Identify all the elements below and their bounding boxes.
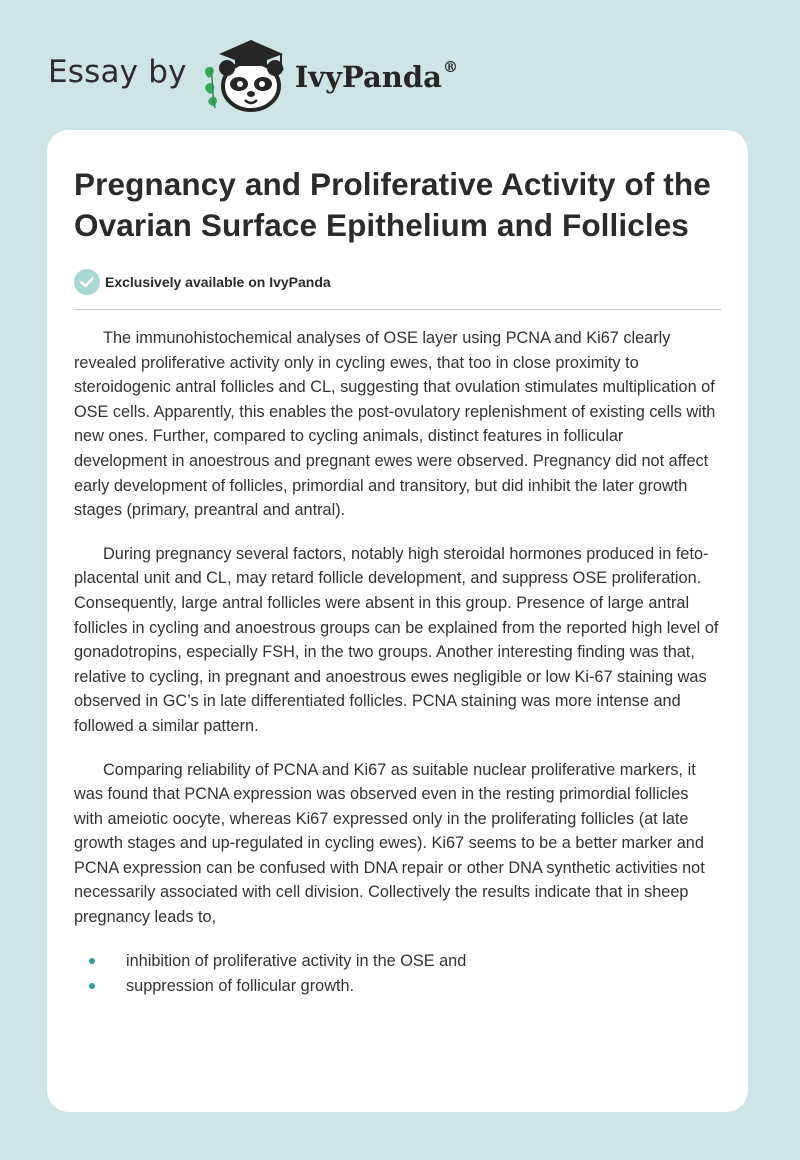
title-divider — [74, 309, 721, 310]
brand-prefix: Essay by — [48, 54, 187, 90]
brand-name: IvyPanda® — [294, 58, 458, 94]
bullet-dot-icon — [89, 983, 95, 989]
badge-text: Exclusively available on IvyPanda — [105, 274, 331, 290]
bullet-dot-icon — [89, 958, 95, 964]
conclusion-list — [74, 949, 721, 999]
essay-title: Pregnancy and Proliferative Activity of the Ovarian Surface Epithelium and Follicles — [74, 166, 711, 243]
check-circle-icon — [74, 269, 100, 295]
paragraph-1: The immunohistochemical analyses of OSE layer using PCNA and Ki67 clearly revealed proliferative activity only in cycling ewes, that too in close proximity to steroidogenic antral follicles and CL, suggesting that ovulation stimulates multiplication of OSE cells. Apparently, this enables the post-ovulatory replenishment of existing cells with new ones. Further, compared to cycling animals, distinct features in follicular development in anoestrous and pregnant ewes were observed. Pregnancy did not affect early development of follicles, primordial and transitory, but did inhibit the later growth stages (primary, preantral and antral). — [74, 329, 716, 520]
site-brand[interactable] — [48, 34, 458, 114]
list-item-text: suppression of follicular growth. — [126, 976, 355, 995]
essay-card — [47, 130, 748, 1112]
exclusive-badge — [74, 268, 721, 296]
list-item — [74, 974, 721, 999]
paragraph-2: During pregnancy several factors, notably high steroidal hormones produced in feto-placental unit and CL, may retard follicle development, and suppress OSE proliferation. Consequently, large antral follicles were absent in this group. Presence of large antral follicles in cycling and anoestrous groups can be explained from the reported high level of gonadotropins, especially FSH, in the two groups. Another interesting finding was that, relative to cycling, in pregnant and anoestrous ewes negligible or low Ki-67 staining was observed in GC’s in late differentiated follicles. PCNA staining was more intense and followed a similar pattern. — [74, 544, 719, 735]
list-item — [74, 949, 721, 974]
list-item-text: inhibition of proliferative activity in the OSE and — [126, 951, 467, 970]
essay-body — [74, 326, 721, 999]
paragraph-3: Comparing reliability of PCNA and Ki67 as suitable nuclear proliferative markers, it was found that PCNA expression was observed even in the resting primordial follicles with ameiotic oocyte, whereas Ki67 expressed only in the proliferating follicles (at late growth stages and up-regulated in cycling ewes). Ki67 seems to be a better marker and PCNA expression can be confused with DNA repair or other DNA synthetic activities not necessarily associated with cell division. Collectively the results indicate that in sheep pregnancy leads to, — [74, 760, 705, 927]
panda-graduate-logo-icon — [201, 34, 291, 114]
